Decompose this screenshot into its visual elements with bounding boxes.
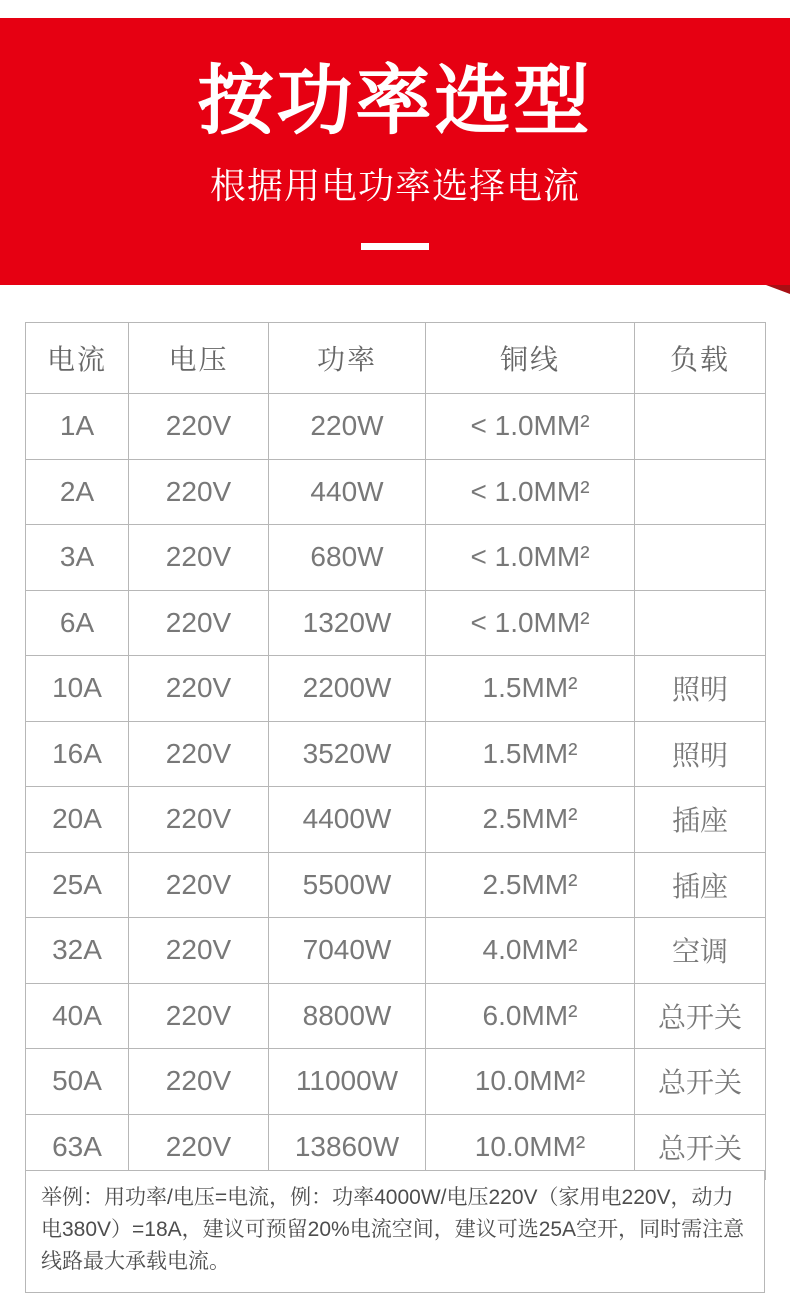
table-cell: 2.5MM² (426, 787, 635, 853)
table-cell: 3520W (269, 721, 426, 787)
table-cell: 2200W (269, 656, 426, 722)
table-cell: 总开关 (635, 1049, 766, 1115)
table-cell: 220V (129, 394, 269, 460)
table-cell: 220V (129, 1114, 269, 1180)
table-cell: 220V (129, 983, 269, 1049)
table-cell: 4.0MM² (426, 918, 635, 984)
table-header-row (26, 323, 766, 394)
table-cell: < 1.0MM² (426, 459, 635, 525)
table-cell: < 1.0MM² (426, 394, 635, 460)
divider-dash (361, 243, 429, 250)
table-cell: 680W (269, 525, 426, 591)
column-header-0: 电流 (26, 323, 129, 394)
table-row (26, 394, 766, 460)
note-text: 举例：用功率/电压=电流，例：功率4000W/电压220V（家用电220V，动力电380V）=18A，建议可预留20%电流空间，建议可选25A空开，同时需注意线路最大承载电流。 (41, 1186, 745, 1273)
table-cell: 7040W (269, 918, 426, 984)
table-cell: 1.5MM² (426, 656, 635, 722)
table-cell: 4400W (269, 787, 426, 853)
table-row (26, 983, 766, 1049)
table-row (26, 852, 766, 918)
table-cell: 总开关 (635, 983, 766, 1049)
table-cell: 1.5MM² (426, 721, 635, 787)
table-cell: 220V (129, 787, 269, 853)
table-cell: 25A (26, 852, 129, 918)
table-cell: 220W (269, 394, 426, 460)
table-cell: 1A (26, 394, 129, 460)
table-cell: 10A (26, 656, 129, 722)
table-row (26, 656, 766, 722)
table-cell: 32A (26, 918, 129, 984)
column-header-1: 电压 (129, 323, 269, 394)
table-cell (635, 590, 766, 656)
table-cell: 440W (269, 459, 426, 525)
table-cell: 照明 (635, 721, 766, 787)
table-cell (635, 394, 766, 460)
table-cell: 5500W (269, 852, 426, 918)
table-cell: 总开关 (635, 1114, 766, 1180)
table-cell: 3A (26, 525, 129, 591)
hero-banner (0, 18, 790, 285)
column-header-2: 功率 (269, 323, 426, 394)
note-box (25, 1170, 765, 1293)
table-cell: 2A (26, 459, 129, 525)
table-cell: 6A (26, 590, 129, 656)
table-cell: 220V (129, 721, 269, 787)
table-cell: 220V (129, 525, 269, 591)
table-cell: 220V (129, 656, 269, 722)
table-cell: 照明 (635, 656, 766, 722)
fold-corner (766, 285, 790, 294)
column-header-4: 负载 (635, 323, 766, 394)
page-title: 按功率选型 (197, 59, 593, 144)
table-cell: < 1.0MM² (426, 590, 635, 656)
table-cell: 10.0MM² (426, 1049, 635, 1115)
table-cell: 8800W (269, 983, 426, 1049)
table-row (26, 590, 766, 656)
table-cell: 40A (26, 983, 129, 1049)
table-cell: 11000W (269, 1049, 426, 1115)
table-cell: 220V (129, 852, 269, 918)
table-cell: 2.5MM² (426, 852, 635, 918)
table-cell (635, 525, 766, 591)
table-row (26, 721, 766, 787)
table-cell: 1320W (269, 590, 426, 656)
table-cell: 空调 (635, 918, 766, 984)
table-cell: 63A (26, 1114, 129, 1180)
table-cell: 220V (129, 918, 269, 984)
table-body (26, 394, 766, 1180)
table-row (26, 787, 766, 853)
spec-table (25, 322, 766, 1180)
column-header-3: 铜线 (426, 323, 635, 394)
table-cell (635, 459, 766, 525)
table-cell: 插座 (635, 852, 766, 918)
table-cell: 220V (129, 1049, 269, 1115)
table-row (26, 1049, 766, 1115)
table-cell: 13860W (269, 1114, 426, 1180)
table-row (26, 918, 766, 984)
table-cell: 220V (129, 590, 269, 656)
table-cell: 50A (26, 1049, 129, 1115)
table-row (26, 525, 766, 591)
table-cell: 20A (26, 787, 129, 853)
table-cell: 10.0MM² (426, 1114, 635, 1180)
table-cell: 16A (26, 721, 129, 787)
page-subtitle: 根据用电功率选择电流 (209, 164, 580, 206)
table-cell: < 1.0MM² (426, 525, 635, 591)
table-cell: 6.0MM² (426, 983, 635, 1049)
table-row (26, 459, 766, 525)
table-cell: 插座 (635, 787, 766, 853)
table-cell: 220V (129, 459, 269, 525)
